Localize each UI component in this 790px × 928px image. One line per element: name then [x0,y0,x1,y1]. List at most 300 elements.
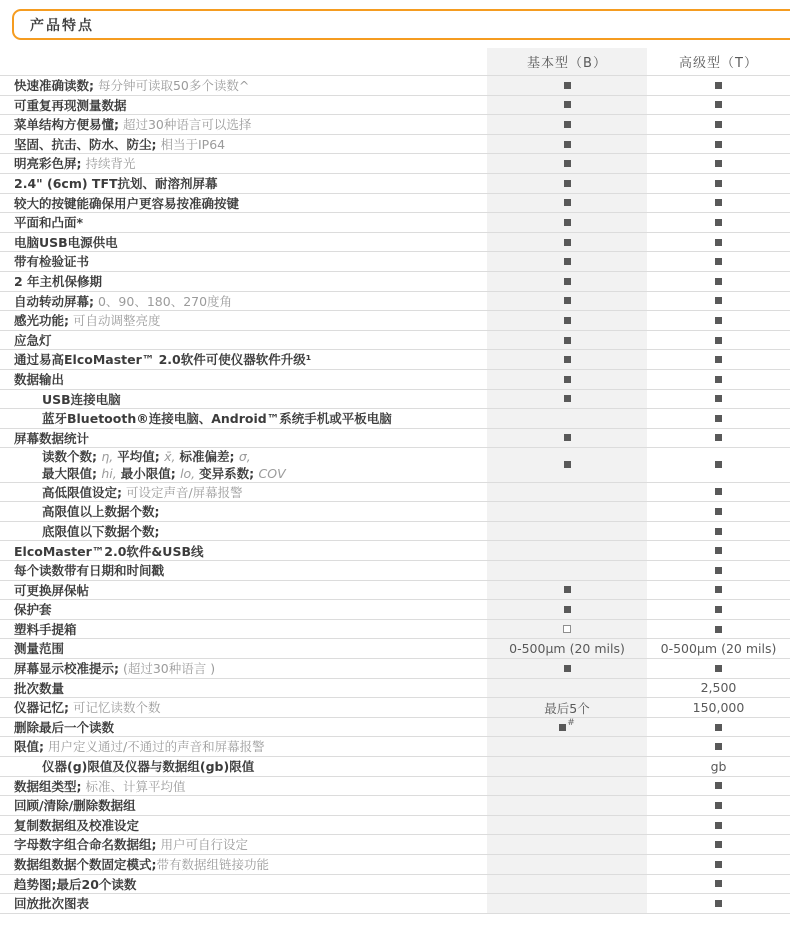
table-row [0,718,790,738]
table-row [0,875,790,895]
feature-note-text: 可自动调整亮度 [69,313,161,329]
table-row [0,483,790,503]
table-row [0,600,790,620]
square-filled-icon [715,376,722,383]
table-row [0,639,790,659]
cell-advanced [647,409,790,428]
feature-label [0,213,487,232]
feature-note-text: 0、90、180、270度角 [94,293,233,309]
feature-label [0,331,487,350]
feature-label [0,292,487,311]
feature-label [0,679,487,698]
cell-basic [487,115,647,134]
cell-basic [487,875,647,894]
cell-basic [487,233,647,252]
square-filled-icon [715,606,722,613]
square-filled-icon [715,822,722,829]
square-filled-icon [564,101,571,108]
feature-main-text: 仪器(g)限值及仪器与数据组(gb)限值 [42,759,255,775]
feature-main-text: 趋势图;最后20个读数 [14,876,137,892]
cell-advanced [647,483,790,502]
cell-advanced [647,252,790,271]
cell-basic [487,855,647,874]
square-filled-icon [715,586,722,593]
feature-note-text: (超过30种语言 ) [119,661,216,677]
feature-label [0,311,487,330]
table-row [0,174,790,194]
feature-main-text: 限值; [14,739,44,755]
table-row [0,233,790,253]
cell-advanced [647,370,790,389]
feature-main-text: 可更换屏保帖 [14,582,90,598]
table-row [0,796,790,816]
square-filled-icon [715,82,722,89]
cell-basic [487,639,647,658]
cell-basic [487,894,647,913]
table-row [0,429,790,449]
feature-main-text: 自动转动屏幕; [14,293,94,309]
feature-label [0,272,487,291]
square-filled-icon [564,121,571,128]
feature-label [0,659,487,678]
feature-label [0,541,487,560]
cell-basic [487,350,647,369]
feature-label [0,777,487,796]
table-row [0,698,790,718]
cell-basic [487,816,647,835]
table-row [0,816,790,836]
feature-label [0,429,487,448]
feature-main-text: 回放批次图表 [14,896,90,912]
feature-label [0,483,487,502]
table-row [0,96,790,116]
cell-advanced [647,737,790,756]
square-filled-icon [715,567,722,574]
feature-main-text: 带有检验证书 [14,254,90,270]
section-title-box [12,9,790,40]
square-filled-icon [564,180,571,187]
table-row [0,350,790,370]
feature-note-text: 相当于IP64 [156,136,226,152]
cell-advanced [647,816,790,835]
cell-advanced [647,639,790,658]
cell-advanced [647,561,790,580]
cell-basic [487,581,647,600]
feature-main-text: 底限值以下数据个数; [42,523,160,539]
square-filled-icon [715,199,722,206]
cell-value: 150,000 [692,700,745,715]
cell-basic [487,311,647,330]
square-filled-icon [564,606,571,613]
cell-advanced [647,600,790,619]
cell-basic [487,796,647,815]
cell-basic [487,174,647,193]
cell-value: 0-500μm (20 mils) [509,641,625,657]
feature-main-text: 读数个数; [42,449,102,465]
table-row [0,370,790,390]
square-filled-icon [715,297,722,304]
table-row [0,855,790,875]
table-row [0,620,790,640]
feature-note-text: lo, [180,465,200,481]
feature-main-text: 快速准确读数; [14,78,94,94]
table-row [0,679,790,699]
table-row [0,331,790,351]
cell-basic [487,561,647,580]
feature-main-text: 批次数量 [14,680,65,696]
table-row [0,272,790,292]
cell-basic [487,429,647,448]
cell-advanced [647,194,790,213]
square-filled-icon [564,337,571,344]
cell-advanced [647,350,790,369]
feature-main-text: 平均值; [117,449,165,465]
cell-basic [487,448,647,481]
square-filled-icon [715,802,722,809]
feature-main-text: 屏幕数据统计 [14,430,90,446]
square-filled-icon [564,160,571,167]
feature-note-text: 用户定义通过/不通过的声音和屏幕报警 [44,739,265,755]
cell-advanced [647,135,790,154]
square-filled-icon [564,461,571,468]
square-filled-icon [715,356,722,363]
square-filled-icon [564,199,571,206]
cell-advanced [647,835,790,854]
table-row [0,777,790,797]
table-row [0,737,790,757]
cell-advanced [647,541,790,560]
feature-main-text: 回顾/清除/删除数据组 [14,798,136,814]
table-header-row [0,48,790,76]
square-filled-icon [564,434,571,441]
feature-label [0,698,487,717]
cell-advanced [647,796,790,815]
cell-advanced [647,311,790,330]
feature-note-text: 超过30种语言可以选择 [119,117,252,133]
square-filled-icon [564,395,571,402]
table-row [0,292,790,312]
table-row [0,115,790,135]
square-filled-icon [564,356,571,363]
table-row [0,581,790,601]
feature-main-text: 蓝牙Bluetooth®连接电脑、Android™系统手机或平板电脑 [42,411,392,427]
square-filled-icon [715,880,722,887]
square-filled-icon [715,160,722,167]
cell-advanced [647,620,790,639]
feature-main-text: 数据组类型; [14,778,82,794]
feature-main-text: ElcoMaster™2.0软件&USB线 [14,543,204,559]
cell-basic [487,409,647,428]
square-filled-icon [564,317,571,324]
feature-main-text: 保护套 [14,602,52,618]
feature-main-text: 平面和凸面* [14,215,84,231]
cell-advanced [647,718,790,737]
feature-note-text: COV [258,465,286,481]
cell-basic [487,135,647,154]
square-filled-icon [715,461,722,468]
feature-table [0,48,790,914]
cell-advanced [647,331,790,350]
square-filled-icon [715,547,722,554]
feature-main-text: 坚固、抗击、防水、防尘; [14,136,157,152]
feature-main-text: 高低限值设定; [42,484,122,500]
cell-advanced [647,292,790,311]
feature-label [0,835,487,854]
table-row [0,76,790,96]
square-filled-icon [715,219,722,226]
table-row [0,448,790,482]
feature-main-text: 最小限值; [120,465,181,481]
feature-note-text: 持续背光 [81,156,136,172]
feature-main-text: 高限值以上数据个数; [42,504,160,520]
feature-label [0,409,487,428]
cell-advanced [647,272,790,291]
cell-basic [487,502,647,521]
feature-note-text: 用户可自行设定 [156,837,248,853]
feature-note-text: η, [101,449,118,465]
square-filled-icon [715,317,722,324]
feature-label [0,561,487,580]
cell-advanced [647,213,790,232]
table-row [0,659,790,679]
table-row [0,390,790,410]
square-filled-icon [715,724,722,731]
feature-label [0,718,487,737]
cell-advanced [647,448,790,481]
feature-note-text: 可记忆读数个数 [69,700,161,716]
cell-basic [487,541,647,560]
table-row [0,894,790,914]
square-filled-icon [715,488,722,495]
feature-main-text: 数据输出 [14,371,65,387]
square-filled-icon [715,141,722,148]
feature-label [0,252,487,271]
cell-basic [487,698,647,717]
feature-main-text: 菜单结构方便易懂; [14,117,119,133]
feature-label [0,796,487,815]
feature-main-text: 应急灯 [14,332,52,348]
cell-advanced [647,757,790,776]
cell-basic [487,154,647,173]
page-title: 产品特点 [30,17,94,34]
feature-label [0,233,487,252]
feature-note-text: x̄, [164,449,180,465]
square-filled-icon [564,219,571,226]
feature-label [0,194,487,213]
cell-value: 最后5个 [544,700,590,716]
square-filled-icon [564,665,571,672]
table-row [0,541,790,561]
cell-advanced [647,233,790,252]
square-filled-icon [715,434,722,441]
feature-main-text: 删除最后一个读数 [14,719,115,735]
square-filled-icon [715,101,722,108]
cell-basic [487,600,647,619]
table-row [0,522,790,542]
feature-note-text: σ, [238,449,251,465]
feature-main-text: 电脑USB电源供电 [14,234,118,250]
feature-label [0,639,487,658]
cell-basic [487,390,647,409]
table-row [0,502,790,522]
feature-main-text: 测量范围 [14,641,65,657]
cell-basic [487,835,647,854]
cell-basic [487,370,647,389]
square-filled-icon [564,82,571,89]
square-filled-icon [715,528,722,535]
square-filled-icon [715,415,722,422]
cell-value: 2,500 [700,680,737,696]
square-open-icon [563,625,571,633]
feature-main-text: 可重复再现测量数据 [14,97,127,113]
feature-main-text: 变异系数; [199,465,259,481]
feature-label [0,581,487,600]
square-filled-icon [715,626,722,633]
cell-advanced [647,679,790,698]
cell-advanced [647,698,790,717]
cell-advanced [647,390,790,409]
feature-label [0,154,487,173]
cell-advanced [647,659,790,678]
feature-label [0,894,487,913]
square-filled-icon [715,337,722,344]
feature-main-text: 最大限值; [42,465,102,481]
feature-label [0,174,487,193]
square-filled-icon [564,278,571,285]
hash-footnote-marker: # [567,718,575,729]
feature-label [0,737,487,756]
cell-advanced [647,522,790,541]
cell-advanced [647,96,790,115]
feature-label [0,390,487,409]
cell-value: 0-500μm (20 mils) [660,641,777,657]
cell-basic [487,194,647,213]
cell-basic [487,252,647,271]
table-row [0,135,790,155]
feature-note-text: 每分钟可读取50多个读数^ [94,78,250,94]
square-filled-icon [564,376,571,383]
feature-column-header [0,48,487,75]
square-filled-icon [715,121,722,128]
cell-basic [487,679,647,698]
feature-note-text: 带有数据组链接功能 [156,857,270,872]
feature-main-text: 感光功能; [14,313,69,329]
square-filled-icon [715,180,722,187]
feature-label [0,855,487,874]
square-filled-icon [715,508,722,515]
cell-basic [487,757,647,776]
cell-advanced [647,875,790,894]
feature-main-text: 每个读数带有日期和时间戳 [14,563,165,579]
feature-note-text: hi, [101,465,121,481]
cell-basic [487,659,647,678]
feature-main-text: 2 年主机保修期 [14,273,103,289]
column-header-advanced: 高级型（T） [679,56,758,71]
cell-advanced [647,502,790,521]
cell-advanced [647,855,790,874]
feature-main-text: 字母数字组合命名数据组; [14,837,157,853]
cell-advanced [647,115,790,134]
cell-basic [487,522,647,541]
cell-advanced [647,154,790,173]
square-filled-icon [715,782,722,789]
cell-advanced [647,76,790,95]
table-row [0,213,790,233]
square-filled-icon [715,900,722,907]
square-filled-icon [564,586,571,593]
table-row [0,561,790,581]
feature-main-text: 较大的按键能确保用户更容易按准确按键 [14,195,240,211]
cell-advanced [647,174,790,193]
column-header-basic: 基本型（B） [487,48,647,75]
cell-advanced [647,894,790,913]
feature-label [0,757,487,776]
square-filled-icon [715,258,722,265]
cell-basic [487,620,647,639]
feature-label [0,448,487,481]
feature-label [0,370,487,389]
feature-label [0,76,487,95]
feature-main-text: 塑料手提箱 [14,621,77,637]
cell-basic [487,777,647,796]
feature-main-text: 通过易高ElcoMaster™ 2.0软件可使仪器软件升级¹ [14,352,312,368]
cell-basic [487,96,647,115]
cell-basic [487,76,647,95]
table-row [0,154,790,174]
feature-main-text: 2.4" (6cm) TFT抗划、耐溶剂屏幕 [14,176,218,192]
feature-main-text: 明亮彩色屏; [14,156,82,172]
feature-note-text: 标准、计算平均值 [81,778,186,794]
feature-label [0,620,487,639]
feature-main-text: 仪器记忆; [14,700,69,716]
square-filled-icon [564,297,571,304]
square-filled-icon [559,724,566,731]
square-filled-icon [715,665,722,672]
cell-basic [487,272,647,291]
cell-value: gb [710,758,727,774]
feature-label [0,502,487,521]
square-filled-icon [715,395,722,402]
cell-basic [487,331,647,350]
feature-label [0,115,487,134]
feature-main-text: USB连接电脑 [42,391,121,407]
cell-basic [487,718,647,737]
feature-main-text: 数据组数据个数固定模式; [14,857,157,872]
square-filled-icon [564,258,571,265]
cell-basic [487,292,647,311]
feature-label [0,135,487,154]
feature-note-text: 可设定声音/屏幕报警 [122,484,243,500]
feature-label [0,875,487,894]
feature-main-text: 屏幕显示校准提示; [14,661,119,677]
cell-advanced [647,777,790,796]
table-row [0,835,790,855]
table-body [0,76,790,914]
cell-advanced [647,581,790,600]
table-row [0,311,790,331]
cell-basic [487,483,647,502]
square-filled-icon [715,278,722,285]
square-filled-icon [715,861,722,868]
table-row [0,409,790,429]
cell-advanced [647,429,790,448]
table-row [0,194,790,214]
square-filled-icon [564,141,571,148]
feature-label [0,816,487,835]
feature-label [0,522,487,541]
feature-label [0,350,487,369]
feature-label [0,600,487,619]
